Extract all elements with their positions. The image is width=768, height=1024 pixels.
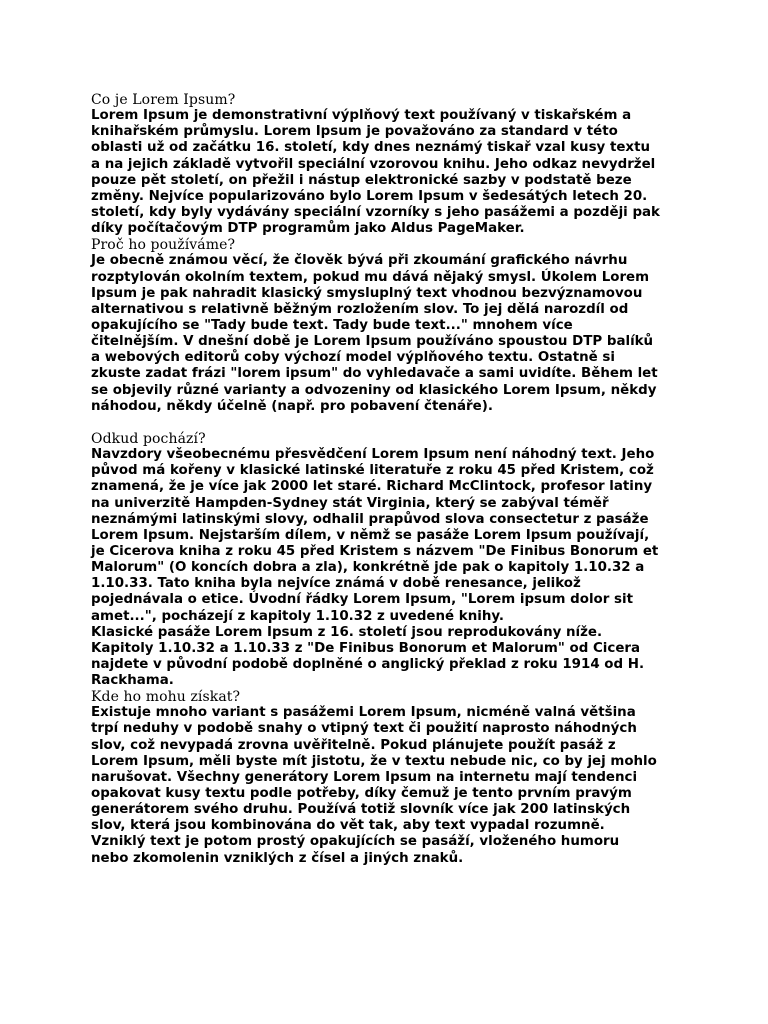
paragraph-line: knihařském průmyslu. Lorem Ipsum je považováno za standard v této xyxy=(91,124,618,140)
paragraph-line: pouze pět století, on přežil i nástup elektronické sazby v podstatě beze xyxy=(91,172,632,188)
paragraph-line: Klasické pasáže Lorem Ipsum z 16. století jsou reprodukovány níže. xyxy=(91,624,603,640)
paragraph-line: amet...", pocházejí z kapitoly 1.10.32 z uvedené knihy. xyxy=(91,608,504,624)
heading-where-to-get: Kde ho mohu získat? xyxy=(91,689,241,706)
paragraph-line: se objevily různé varianty a odvozeniny od klasického Lorem Ipsum, někdy xyxy=(91,382,657,398)
paragraph-line: rozptylován okolním textem, pokud mu dává nějaký smysl. Úkolem Lorem xyxy=(91,269,650,285)
heading-why-use-it: Proč ho používáme? xyxy=(91,237,236,254)
paragraph-line: je Cicerova kniha z roku 45 před Kristem s názvem "De Finibus Bonorum et xyxy=(91,543,659,559)
paragraph-line: Ipsum je pak nahradit klasický smysluplný text vhodnou bezvýznamovou xyxy=(91,285,643,301)
paragraph-line: Je obecně známou věcí, že člověk bývá při zkoumání grafického návrhu xyxy=(91,253,628,269)
paragraph-line: slov, která jsou kombinována do vět tak, aby text vypadal rozumně. xyxy=(91,818,605,834)
paragraph-line: nebo zkomolenin vzniklých z čísel a jiných znaků. xyxy=(91,850,464,866)
paragraph-line: a na jejich základě vytvořil speciální vzorovou knihu. Jeho odkaz nevydržel xyxy=(91,156,656,172)
paragraph-line: opakujícího se "Tady bude text. Tady bude text..." mnohem více xyxy=(91,317,573,333)
paragraph-line: alternativou s relativně běžným rozložením slov. To jej dělá narozdíl od xyxy=(91,301,629,317)
blank-line xyxy=(91,415,691,431)
paragraph-line: Lorem Ipsum je demonstrativní výplňový text používaný v tiskařském a xyxy=(91,108,632,124)
paragraph-line: opakovat kusy textu podle potřeby, díky čemuž je tento prvním pravým xyxy=(91,786,632,802)
paragraph-line: Existuje mnoho variant s pasážemi Lorem Ipsum, nicméně valná většina xyxy=(91,705,636,721)
heading-what-is-lorem-ipsum: Co je Lorem Ipsum? xyxy=(91,92,236,108)
paragraph-line: najdete v původní podobě doplněné o anglický překlad z roku 1914 od H. xyxy=(91,656,645,672)
paragraph-line: čitelnějším. V dnešní době je Lorem Ipsum používáno spoustou DTP balíků xyxy=(91,334,654,350)
paragraph-line: zkuste zadat frázi "lorem ipsum" do vyhledavače a sami uvidíte. Během let xyxy=(91,366,658,382)
paragraph-line: Malorum" (O koncích dobra a zla), konkrétně jde pak o kapitoly 1.10.32 a xyxy=(91,560,645,576)
paragraph-line: a webových editorů coby výchozí model výplňového textu. Ostatně si xyxy=(91,350,615,366)
paragraph-line: Vzniklý text je potom prostý opakujících se pasáží, vloženého humoru xyxy=(91,834,620,850)
paragraph-line: neznámými latinskými slovy, odhalil prapůvod slova consectetur z pasáže xyxy=(91,511,649,527)
paragraph-line: narušovat. Všechny generátory Lorem Ipsum na internetu mají tendenci xyxy=(91,769,638,785)
paragraph-line: století, kdy byly vydávány speciální vzorníky s jeho pasážemi a později pak xyxy=(91,204,660,220)
paragraph-line: slov, což nevypadá zrovna uvěřitelně. Pokud plánujete použít pasáž z xyxy=(91,737,616,753)
paragraph-line: díky počítačovým DTP programům jako Aldus PageMaker. xyxy=(91,221,525,237)
paragraph-line: Kapitoly 1.10.32 a 1.10.33 z "De Finibus Bonorum et Malorum" od Cicera xyxy=(91,640,641,656)
document-page xyxy=(91,92,691,867)
paragraph-line: Navzdory všeobecnému přesvědčení Lorem Ipsum není náhodný text. Jeho xyxy=(91,447,655,463)
heading-where-from: Odkud pochází? xyxy=(91,430,206,447)
paragraph-line: generátorem svého druhu. Používá totiž slovník více jak 200 latinských xyxy=(91,802,631,818)
paragraph-line: původ má kořeny v klasické latinské literatuře z roku 45 před Kristem, což xyxy=(91,463,654,479)
paragraph-line: na univerzitě Hampden-Sydney stát Virginia, který se zabýval téměř xyxy=(91,495,609,511)
paragraph-line: Rackhama. xyxy=(91,673,174,689)
paragraph-line: náhodou, někdy účelně (např. pro pobavení čtenáře). xyxy=(91,398,493,414)
paragraph-line: trpí neduhy v podobě snahy o vtipný text či použití naprosto náhodných xyxy=(91,721,637,737)
paragraph-line: Lorem Ipsum, měli byste mít jistotu, že v textu nebude nic, co by jej mohlo xyxy=(91,753,657,769)
paragraph-line: pojednávala o etice. Úvodní řádky Lorem Ipsum, "Lorem ipsum dolor sit xyxy=(91,592,633,608)
paragraph-line: 1.10.33. Tato kniha byla nejvíce známá v době renesance, jelikož xyxy=(91,576,581,592)
paragraph-line: znamená, že je více jak 2000 let staré. Richard McClintock, profesor latiny xyxy=(91,479,653,495)
paragraph-line: Lorem Ipsum. Nejstarším dílem, v němž se pasáže Lorem Ipsum používají, xyxy=(91,527,650,543)
paragraph-line: oblasti už od začátku 16. století, kdy dnes neznámý tiskař vzal kusy textu xyxy=(91,140,651,156)
paragraph-line: změny. Nejvíce popularizováno bylo Lorem Ipsum v šedesátých letech 20. xyxy=(91,188,648,204)
